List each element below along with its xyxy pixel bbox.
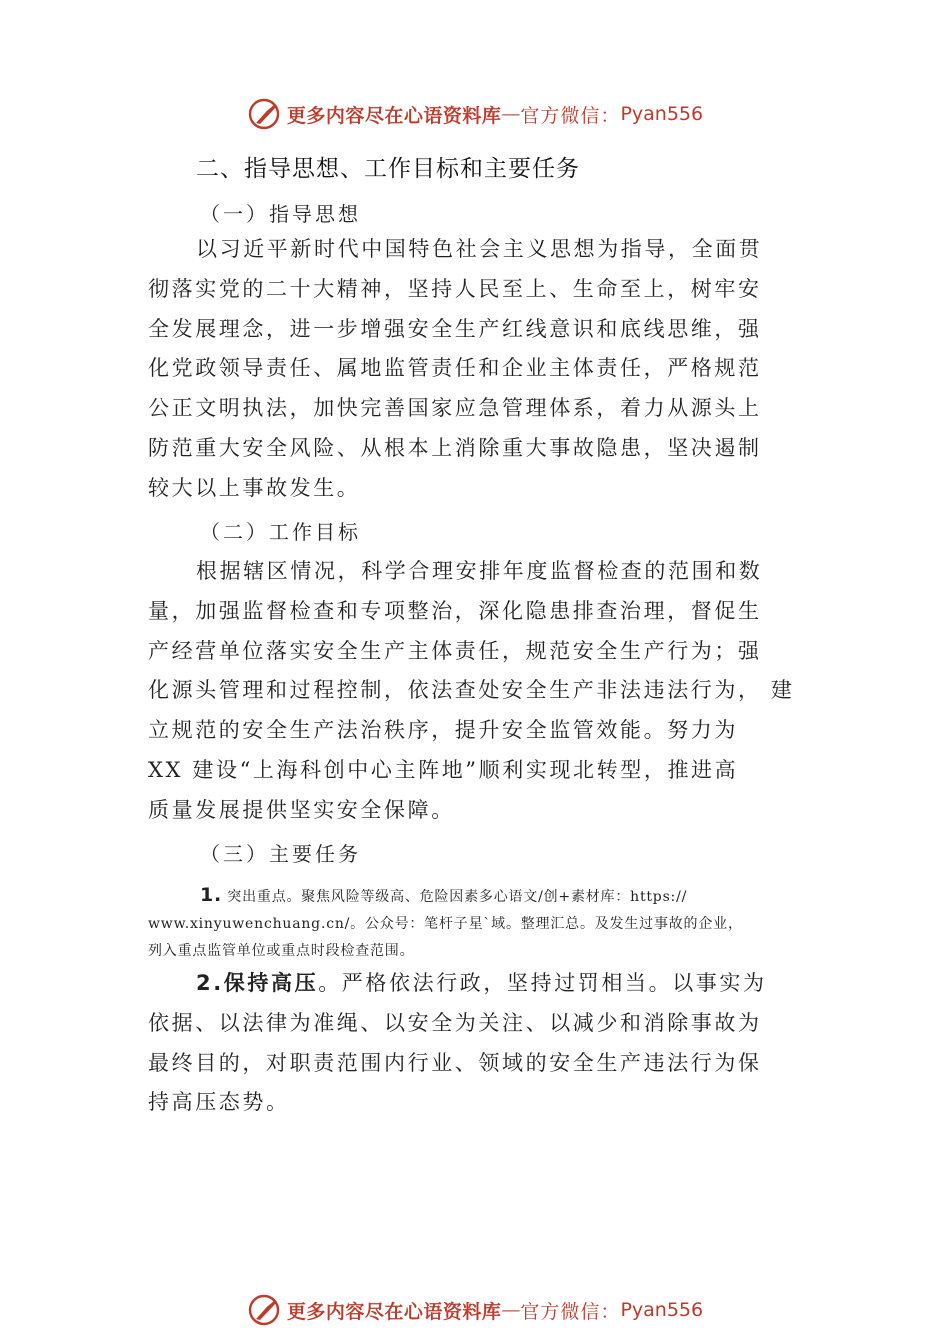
paragraph-line: 化源头管理和过程控制，依法查处安全生产非法违法行为， 建 xyxy=(148,678,795,703)
paragraph-line: 彻落实党的二十大精神，坚持人民至上、生命至上，树牢安 xyxy=(148,276,762,301)
paragraph-line: 以习近平新时代中国特色社会主义思想为指导，全面贯 xyxy=(196,237,763,261)
task-item-2 xyxy=(148,964,818,1123)
footer-banner xyxy=(0,1290,950,1330)
banner-wechat-id: Pyan556 xyxy=(620,103,704,125)
section3-title: （三）主要任务 xyxy=(200,842,361,866)
task-text-line: 依据、以法律为准绳、以安全为关注、以减少和消除事故为 xyxy=(148,1010,762,1035)
banner-title: 更多内容尽在心语资料库 xyxy=(286,104,502,127)
paragraph-line: 立规范的安全生产法治秩序，提升安全监管效能。努力为 xyxy=(148,718,738,743)
task-bold-title: 保持高压 xyxy=(223,971,319,995)
task-text-line: 持高压态势。 xyxy=(148,1090,290,1115)
quill-logo-icon xyxy=(247,1292,283,1328)
task-text-line: 最终目的，对职责范围内行业、领域的安全生产违法行为保 xyxy=(148,1050,762,1075)
page-heading: 二、指导思想、工作目标和主要任务 xyxy=(196,156,580,182)
banner-wechat-id: Pyan556 xyxy=(620,1299,704,1321)
paragraph-line: 根据辖区情况，科学合理安排年度监督检查的范围和数 xyxy=(196,559,763,583)
quill-logo-icon xyxy=(247,96,283,132)
paragraph-line: 防范重大安全风险、从根本上消除重大事故隐患，坚决遏制 xyxy=(148,435,762,460)
section1-paragraph xyxy=(148,230,818,509)
paragraph-line: 量，加强监督检查和专项整治，深化隐患排查治理，督促生 xyxy=(148,598,762,623)
paragraph-line: 产经营单位落实安全生产主体责任，规范安全生产行为；强 xyxy=(148,638,762,663)
paragraph-line: 质量发展提供坚实安全保障。 xyxy=(148,797,455,822)
header-banner xyxy=(0,94,950,134)
task-text: 。严格依法行政，坚持过罚相当。以事实为 xyxy=(318,971,767,995)
section2-paragraph xyxy=(148,552,818,831)
paragraph-line: 化党政领导责任、属地监管责任和企业主体责任，严格规范 xyxy=(148,356,762,381)
banner-title: 更多内容尽在心语资料库 xyxy=(286,1300,502,1323)
task-number: 2. xyxy=(196,971,224,995)
task-item-1 xyxy=(148,882,818,965)
section2-title: （二）工作目标 xyxy=(200,520,361,544)
banner-wechat-label: 官方微信： xyxy=(520,104,621,127)
section1-title: （一）指导思想 xyxy=(200,202,361,226)
paragraph-line: XX 建设“上海科创中心主阵地”顺利实现北转型，推进高 xyxy=(148,757,739,782)
paragraph-line: 公正文明执法，加快完善国家应急管理体系，着力从源头上 xyxy=(148,396,762,421)
task-text: 突出重点。聚焦风险等级高、危险因素多心语文/创+素材库：https:// xyxy=(222,889,688,905)
task-text-line: www.xinyuwenchuang.cn/。公众号：笔杆子星`域。整理汇总。及发生过事故的企业， xyxy=(148,916,743,932)
paragraph-line: 全发展理念，进一步增强安全生产红线意识和底线思维，强 xyxy=(148,316,762,341)
banner-dash: — xyxy=(501,1299,521,1321)
banner-wechat-label: 官方微信： xyxy=(520,1300,621,1323)
task-text-line: 列入重点监管单位或重点时段检查范围。 xyxy=(148,943,415,959)
paragraph-line: 较大以上事故发生。 xyxy=(148,475,361,500)
task-number: 1. xyxy=(200,884,223,906)
banner-dash: — xyxy=(501,103,521,125)
